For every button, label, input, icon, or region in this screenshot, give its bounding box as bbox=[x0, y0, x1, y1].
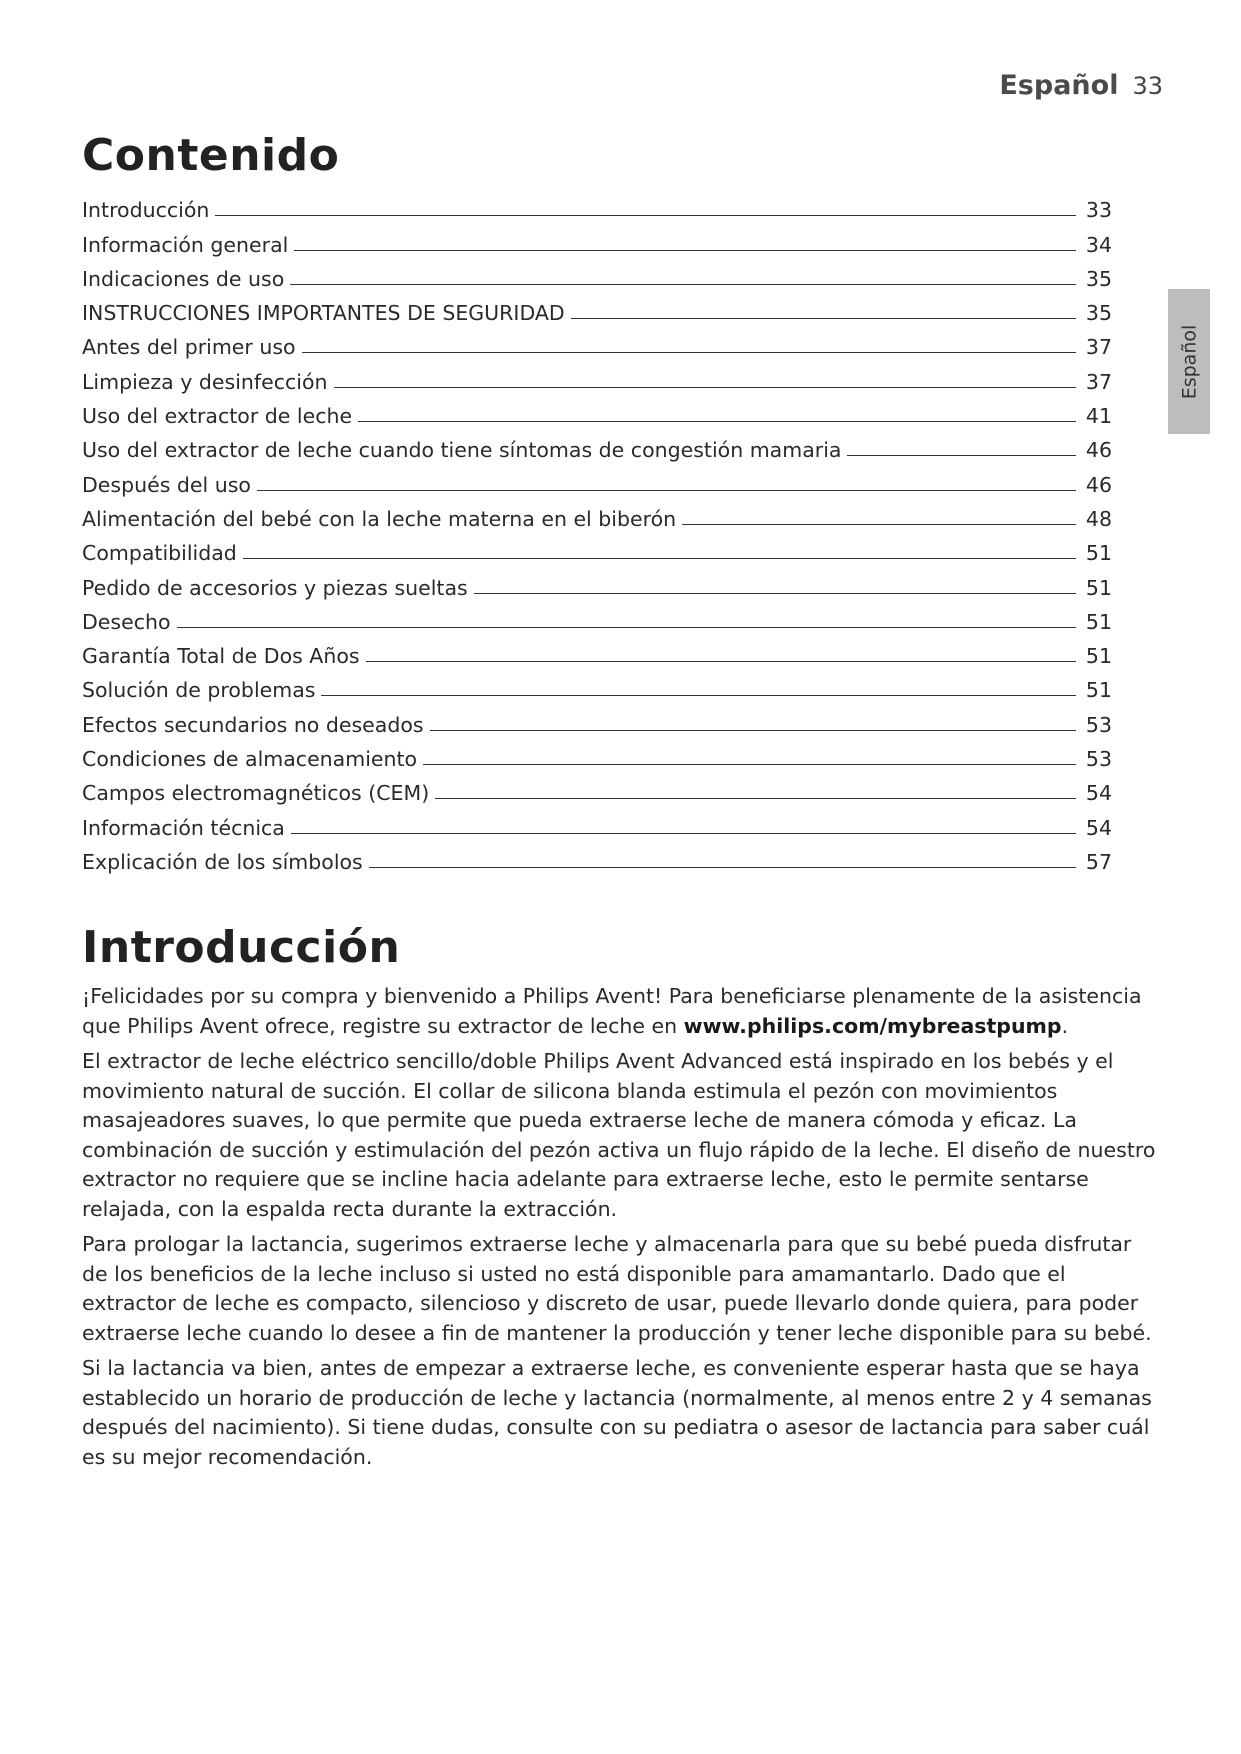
toc-leader-line bbox=[302, 352, 1076, 353]
toc-entry[interactable] bbox=[82, 805, 1112, 839]
toc-leader-line bbox=[682, 524, 1076, 525]
toc-entry-page: 34 bbox=[1085, 232, 1112, 257]
toc-entry[interactable] bbox=[82, 600, 1112, 634]
toc-entry[interactable] bbox=[82, 222, 1112, 256]
toc-entry-title: Antes del primer uso bbox=[82, 335, 296, 360]
toc-leader-line bbox=[321, 695, 1076, 696]
toc-entry-title: Limpieza y desinfección bbox=[82, 369, 328, 394]
toc-entry-page: 46 bbox=[1085, 438, 1112, 463]
toc-entry-title: Uso del extractor de leche bbox=[82, 404, 353, 429]
toc-entry[interactable] bbox=[82, 702, 1112, 736]
toc-entry-page: 33 bbox=[1085, 198, 1112, 223]
toc-entry-page: 51 bbox=[1085, 678, 1112, 703]
toc-entry-page: 41 bbox=[1085, 404, 1112, 429]
toc-entry[interactable] bbox=[82, 325, 1112, 359]
header-language: Español bbox=[999, 70, 1119, 101]
toc-leader-line bbox=[847, 455, 1076, 456]
toc-entry-title: Introducción bbox=[82, 198, 210, 223]
toc-entry[interactable] bbox=[82, 291, 1112, 325]
toc-entry-title: INSTRUCCIONES IMPORTANTES DE SEGURIDAD bbox=[82, 301, 565, 326]
toc-entry-page: 54 bbox=[1085, 781, 1112, 806]
toc-leader-line bbox=[430, 730, 1076, 731]
toc-leader-line bbox=[294, 250, 1076, 251]
toc-entry-page: 53 bbox=[1085, 712, 1112, 737]
toc-entry-title: Indicaciones de uso bbox=[82, 266, 285, 291]
toc-entry-page: 53 bbox=[1085, 747, 1112, 772]
toc-leader-line bbox=[571, 318, 1076, 319]
toc-entry-page: 51 bbox=[1085, 575, 1112, 600]
toc-entry[interactable] bbox=[82, 771, 1112, 805]
toc-entry-page: 46 bbox=[1085, 472, 1112, 497]
toc-leader-line bbox=[215, 215, 1076, 216]
intro-paragraph-1 bbox=[82, 982, 1160, 1041]
toc-leader-line bbox=[423, 764, 1076, 765]
toc-leader-line bbox=[243, 558, 1076, 559]
toc-entry-page: 51 bbox=[1085, 609, 1112, 634]
toc-entry-title: Explicación de los símbolos bbox=[82, 849, 363, 874]
toc-entry[interactable] bbox=[82, 634, 1112, 668]
toc-leader-line bbox=[358, 421, 1076, 422]
toc-entry[interactable] bbox=[82, 257, 1112, 291]
side-tab-label: Español bbox=[1178, 324, 1200, 399]
toc-entry-title: Garantía Total de Dos Años bbox=[82, 644, 360, 669]
toc-entry[interactable] bbox=[82, 188, 1112, 222]
intro-paragraph-2: El extractor de leche eléctrico sencillo/doble Philips Avent Advanced está inspirado en los bebés y el movimiento natural de succión. El collar de silicona blanda estimula el pezón con movimientos masajeadores suaves, lo que permite que pueda extraerse leche de manera cómoda y eficaz. La combinación de succión y estimulación del pezón activa un flujo rápido de la leche. El diseño de nuestro extractor no requiere que se incline hacia adelante para extraerse leche, esto le permite sentarse relajada, con la espalda recta durante la extracción. bbox=[82, 1049, 1156, 1221]
toc-entry[interactable] bbox=[82, 497, 1112, 531]
toc-leader-line bbox=[291, 833, 1076, 834]
toc-entry[interactable] bbox=[82, 531, 1112, 565]
toc-entry[interactable] bbox=[82, 428, 1112, 462]
toc-entry[interactable] bbox=[82, 359, 1112, 393]
toc-entry-title: Desecho bbox=[82, 609, 171, 634]
toc-entry-title: Información general bbox=[82, 232, 289, 257]
toc-entry-title: Uso del extractor de leche cuando tiene síntomas de congestión mamaria bbox=[82, 438, 842, 463]
toc-leader-line bbox=[334, 387, 1077, 388]
toc-entry-title: Campos electromagnéticos (CEM) bbox=[82, 781, 430, 806]
toc-entry-title: Efectos secundarios no deseados bbox=[82, 712, 424, 737]
toc-entry-title: Después del uso bbox=[82, 472, 251, 497]
toc-leader-line bbox=[366, 661, 1076, 662]
toc-entry[interactable] bbox=[82, 394, 1112, 428]
toc-entry-page: 35 bbox=[1085, 266, 1112, 291]
toc-entry-title: Alimentación del bebé con la leche materna en el biberón bbox=[82, 506, 677, 531]
toc-leader-line bbox=[257, 490, 1076, 491]
toc-entry-title: Solución de problemas bbox=[82, 678, 316, 703]
toc-entry-page: 48 bbox=[1085, 506, 1112, 531]
toc-entry[interactable] bbox=[82, 840, 1112, 874]
intro-body bbox=[82, 982, 1160, 1478]
toc-entry-title: Información técnica bbox=[82, 815, 285, 840]
toc-leader-line bbox=[290, 284, 1076, 285]
toc-title: Contenido bbox=[82, 130, 340, 181]
toc-leader-line bbox=[474, 593, 1076, 594]
toc-entry-page: 54 bbox=[1085, 815, 1112, 840]
intro-paragraph-4: Si la lactancia va bien, antes de empezar a extraerse leche, es conveniente esperar hasta que se haya establecido un horario de producción de leche y lactancia (normalmente, al menos entre 2 y 4 semanas después del nacimiento). Si tiene dudas, consulte con su pediatra o asesor de lactancia para saber cuál es su mejor recomendación. bbox=[82, 1356, 1152, 1469]
page-header bbox=[999, 70, 1163, 101]
intro-paragraph-1-text: ¡Felicidades por su compra y bienvenido a Philips Avent! Para beneficiarse plenamente de la asistencia que Philips Avent ofrece, registre su extractor de leche en bbox=[82, 984, 1142, 1038]
intro-paragraph-1-end: . bbox=[1061, 1013, 1069, 1038]
toc-leader-line bbox=[177, 627, 1077, 628]
toc-entry-title: Pedido de accesorios y piezas sueltas bbox=[82, 575, 468, 600]
table-of-contents bbox=[82, 188, 1112, 874]
toc-entry[interactable] bbox=[82, 462, 1112, 496]
toc-entry-page: 37 bbox=[1085, 335, 1112, 360]
page-number: 33 bbox=[1132, 72, 1163, 100]
toc-entry-page: 35 bbox=[1085, 301, 1112, 326]
intro-title: Introducción bbox=[82, 922, 401, 973]
toc-entry-page: 51 bbox=[1085, 541, 1112, 566]
toc-leader-line bbox=[369, 867, 1076, 868]
toc-entry[interactable] bbox=[82, 565, 1112, 599]
toc-leader-line bbox=[435, 798, 1076, 799]
language-side-tab bbox=[1168, 289, 1210, 434]
toc-entry-title: Condiciones de almacenamiento bbox=[82, 747, 418, 772]
intro-paragraph-3: Para prologar la lactancia, sugerimos extraerse leche y almacenarla para que su bebé pueda disfrutar de los beneficios de la leche incluso si usted no está disponible para amamantarlo. Dado que el extractor de leche es compacto, silencioso y discreto de usar, puede llevarlo donde quiera, para poder extraerse leche cuando lo desee a fin de mantener la producción y tener leche disponible para su bebé. bbox=[82, 1232, 1152, 1345]
registration-link[interactable]: www.philips.com/mybreastpump bbox=[683, 1013, 1062, 1038]
toc-entry[interactable] bbox=[82, 668, 1112, 702]
toc-entry-page: 57 bbox=[1085, 849, 1112, 874]
toc-entry-title: Compatibilidad bbox=[82, 541, 237, 566]
toc-entry[interactable] bbox=[82, 737, 1112, 771]
toc-entry-page: 37 bbox=[1085, 369, 1112, 394]
toc-entry-page: 51 bbox=[1085, 644, 1112, 669]
